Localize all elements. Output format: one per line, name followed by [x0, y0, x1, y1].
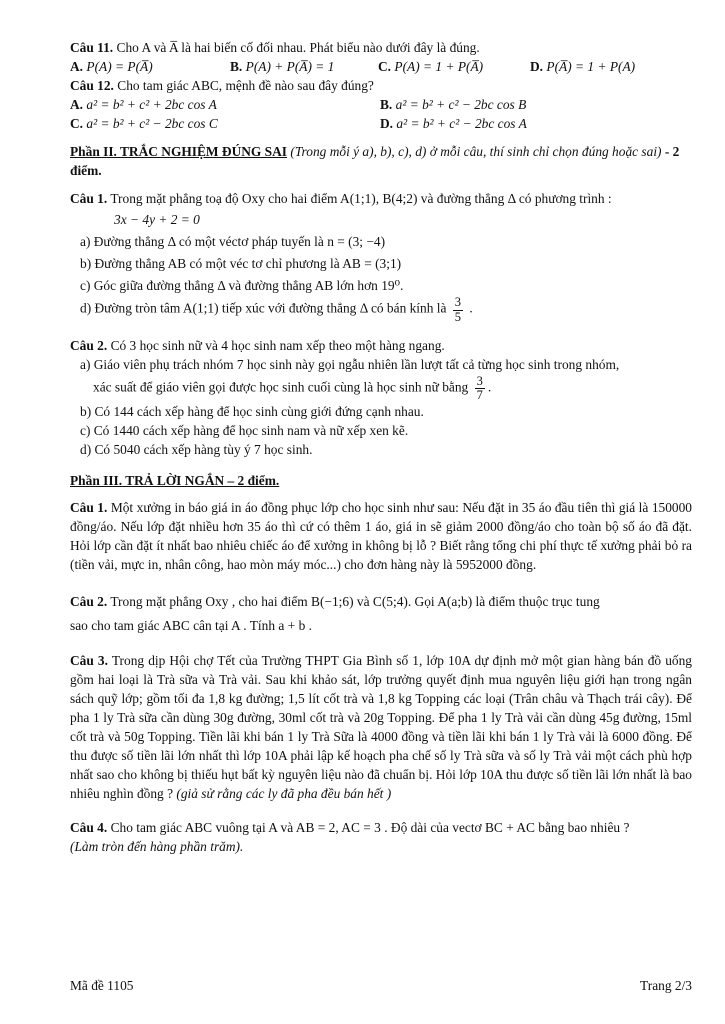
- option-d: D. P(A̅) = 1 + P(A): [530, 59, 636, 75]
- page-footer: [70, 976, 692, 995]
- question-label: Câu 12.: [70, 78, 114, 94]
- part-3-question-4: [70, 818, 692, 837]
- page-number: Trang 2/3: [640, 978, 692, 993]
- option-a: A. P(A) = P(A̅): [70, 59, 153, 75]
- option-c: C. P(A) = 1 + P(A̅): [378, 59, 484, 75]
- part-2-question-2: [70, 336, 692, 355]
- part-2-question-1: [70, 189, 692, 208]
- section-title: Phần III. TRẢ LỜI NGẮN – 2 điểm.: [70, 473, 280, 489]
- section-points: - 2 điểm.: [70, 144, 680, 179]
- question-text: Cho tam giác ABC vuông tại A và AB = 2, AC = 3 . Độ dài của vectơ BC + AC bằng bao nhiêu ?: [110, 819, 630, 835]
- question-label: Câu 1.: [70, 500, 108, 516]
- statement-c: c) Có 1440 cách xếp hàng để học sinh nam và nữ xếp xen kẽ.: [80, 422, 409, 438]
- question-label: Câu 4.: [70, 819, 108, 835]
- option-a: A. a² = b² + c² + 2bc cos A: [70, 97, 217, 113]
- question-12-options: [70, 95, 692, 133]
- question-11: [70, 38, 692, 57]
- question-note: (Làm tròn đến hàng phần trăm).: [70, 838, 244, 854]
- question-text: Cho A và A̅ là hai biến cố đối nhau. Phát biểu nào dưới đây là đúng.: [116, 40, 480, 55]
- question-12: [70, 76, 692, 95]
- part-3-question-1: [70, 498, 692, 574]
- part-2-heading: [70, 142, 692, 180]
- question-text-cont: sao cho tam giác ABC cân tại A . Tính a + b .: [70, 618, 312, 634]
- question-text: Trong mặt phẳng toạ độ Oxy cho hai điểm A(1;1), B(4;2) và đường thẳng Δ có phương trình :: [110, 191, 612, 207]
- option-b: B. P(A) + P(A̅) = 1: [230, 59, 335, 75]
- statement-d: d) Có 5040 cách xếp hàng tùy ý 7 học sinh.: [80, 442, 313, 457]
- part-3-question-3: [70, 651, 692, 803]
- statement-c: c) Góc giữa đường thẳng Δ và đường thẳng AB lớn hơn 19⁰.: [80, 278, 404, 294]
- question-label: Câu 2.: [70, 337, 108, 353]
- question-text: Cho tam giác ABC, mệnh đề nào sau đây đúng?: [117, 78, 374, 94]
- question-text: Trong dịp Hội chợ Tết của Trường THPT Gia Bình số 1, lớp 10A dự định mở một gian hàng bán đồ uống gồm hai loại là Trà sữa và Trà vải. Sau khi khảo sát, lớp trưởng quyết định mua nguyên liệu giới hạn trong ngân sách quỹ lớp; gồm tối đa 1,8 kg đường; 1,5 lít cốt trà và 1,8 kg Topping các loại (Trân châu và Thạch trái cây). Để pha 1 ly Trà sữa cần dùng 30g đường, 30ml cốt trà và 20g Topping. Để pha 1 ly Trà vải cần dùng 45g đường, 15ml cốt trà và 50g Topping. Tiền lãi khi bán 1 ly Trà Sữa là 4000 đồng và tiền lãi khi bán 1 ly Trà vải là 6000 đồng. Để thu được số tiền lãi lớn nhất thì lớp 10A phải lập kế hoạch pha chế số ly Trà sữa và số ly Trà vải một cách phù hợp nhất sao cho không bị thiếu hụt bất kỳ nguyên liệu nào đã chuẩn bị. Hỏi lớp 10A thu được số tiền lãi lớn nhất là bao nhiêu nghìn đồng ?: [70, 653, 692, 802]
- question-label: Câu 2.: [70, 594, 108, 610]
- option-d: D. a² = b² + c² − 2bc cos A: [380, 116, 527, 132]
- question-label: Câu 3.: [70, 653, 108, 669]
- section-note: (Trong mỗi ý a), b), c), d) ở mỗi câu, thí sinh chỉ chọn đúng hoặc sai): [290, 144, 662, 160]
- statement-d: d) Đường tròn tâm A(1;1) tiếp xúc với đường thẳng Δ có bán kính là $\frac{3}{5}$ .: [80, 295, 473, 324]
- question-text: Một xưởng in báo giá in áo đồng phục lớp cho học sinh như sau: Nếu đặt in 35 áo đầu tiên thì giá là 150000 đồng/áo. Nếu lớp đặt nhiều hơn 35 áo thì cứ có thêm 1 áo, giá in sẽ giảm 2000 đồng/áo cho toàn bộ số áo đã đặt. Hỏi lớp cần đặt ít nhất bao nhiêu chiếc áo để xưởng in không bị lỗ ? Biết rằng tổng chi phí thực tế xưởng phải bỏ ra (tiền vải, mực in, nhân công, hao mòn máy móc...) cho đơn hàng này là 5952000 đồng.: [70, 500, 692, 573]
- part-3-heading: [70, 471, 692, 490]
- exam-page: [70, 38, 692, 856]
- question-label: Câu 11.: [70, 40, 114, 55]
- statement-a-cont: xác suất để giáo viên gọi được học sinh cuối cùng là học sinh nữ bằng $\frac{3}{7}$ .: [93, 373, 492, 402]
- fraction: $\frac{3}{5}$: [454, 295, 462, 324]
- question-label: Câu 1.: [70, 191, 108, 207]
- question-text: Trong mặt phẳng Oxy , cho hai điểm B(−1;6) và C(5;4). Gọi A(a;b) là điểm thuộc trục tung: [110, 594, 600, 610]
- question-note: (giả sử rằng các ly đã pha đều bán hết ): [176, 786, 392, 802]
- exam-code: Mã đề 1105: [70, 978, 134, 993]
- statement-a: a) Đường thẳng Δ có một véctơ pháp tuyến là n = (3; −4): [80, 234, 386, 250]
- fraction: $\frac{3}{7}$: [476, 373, 483, 402]
- option-b: B. a² = b² + c² − 2bc cos B: [380, 97, 527, 113]
- statement-b: b) Đường thẳng AB có một véc tơ chỉ phương là AB = (3;1): [80, 256, 402, 272]
- statement-b: b) Có 144 cách xếp hàng để học sinh cùng giới đứng cạnh nhau.: [80, 403, 424, 419]
- question-11-options: [70, 57, 692, 76]
- section-title: Phần II. TRẮC NGHIỆM ĐÚNG SAI: [70, 144, 288, 160]
- line-equation: 3x − 4y + 2 = 0: [114, 212, 200, 228]
- question-text: Có 3 học sinh nữ và 4 học sinh nam xếp theo một hàng ngang.: [110, 337, 445, 353]
- option-c: C. a² = b² + c² − 2bc cos C: [70, 116, 218, 132]
- part-3-question-2: [70, 592, 692, 611]
- statement-a: a) Giáo viên phụ trách nhóm 7 học sinh này gọi ngẫu nhiên lần lượt tất cả từng học sinh trong nhóm,: [80, 356, 620, 372]
